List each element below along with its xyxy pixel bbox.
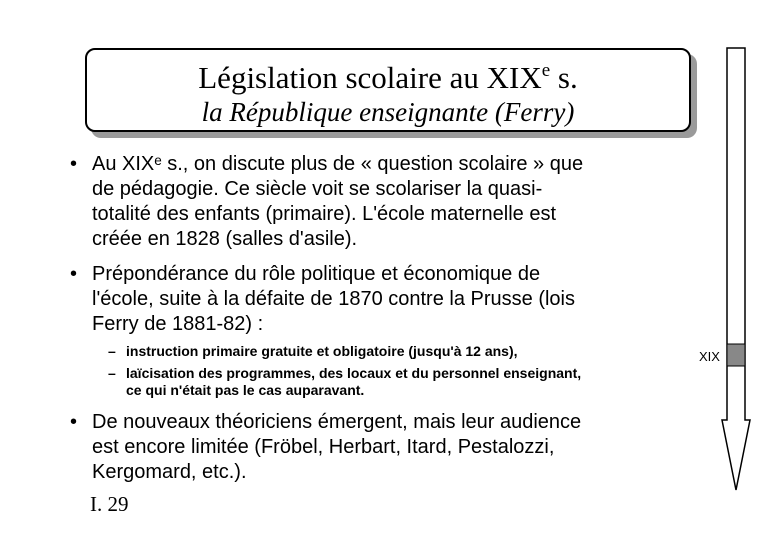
sub-item-line: laïcisation des programmes, des locaux et du personnel enseignant, <box>126 365 582 381</box>
bullet-symbol: • <box>70 153 78 175</box>
bullet-line: Ferry de 1881-82) : <box>92 313 264 335</box>
bullet-line: Prépondérance du rôle politique et économique de <box>92 263 541 285</box>
timeline-label: XIX <box>699 349 720 364</box>
slide-title-superscript: e <box>541 60 551 81</box>
bullet-line: De nouveaux théoriciens émergent, mais leur audience <box>92 411 582 433</box>
bullet-symbol: • <box>70 263 78 285</box>
slide-title-main: Législation scolaire au XIX <box>198 60 542 95</box>
bullet-line: l'école, suite à la défaite de 1870 contre la Prusse (lois <box>92 288 575 310</box>
slide-subtitle: la République enseignante (Ferry) <box>201 97 575 127</box>
bullet-line: Au XIXᵉ s., on discute plus de « question scolaire » que <box>92 153 584 175</box>
slide-title-end: s. <box>550 60 578 95</box>
sub-item-dash: – <box>108 365 116 381</box>
bullet-line: de pédagogie. Ce siècle voit se scolariser la quasi- <box>92 178 543 200</box>
bullet-line: créée en 1828 (salles d'asile). <box>92 228 358 250</box>
sub-item-line: instruction primaire gratuite et obligatoire (jusqu'à 12 ans), <box>126 343 518 359</box>
bullet-line: est encore limitée (Fröbel, Herbart, Itard, Pestalozzi, <box>92 436 555 458</box>
sub-item-dash: – <box>108 343 116 359</box>
bullet-line: Kergomard, etc.). <box>92 461 247 483</box>
sub-item-line: ce qui n'était pas le cas auparavant. <box>126 382 365 398</box>
page-reference: I. 29 <box>90 492 129 516</box>
timeline-century-marker <box>727 344 745 366</box>
timeline-arrow-outline <box>722 48 750 490</box>
bullet-symbol: • <box>70 411 78 433</box>
bullet-line: totalité des enfants (primaire). L'école maternelle est <box>92 203 557 225</box>
